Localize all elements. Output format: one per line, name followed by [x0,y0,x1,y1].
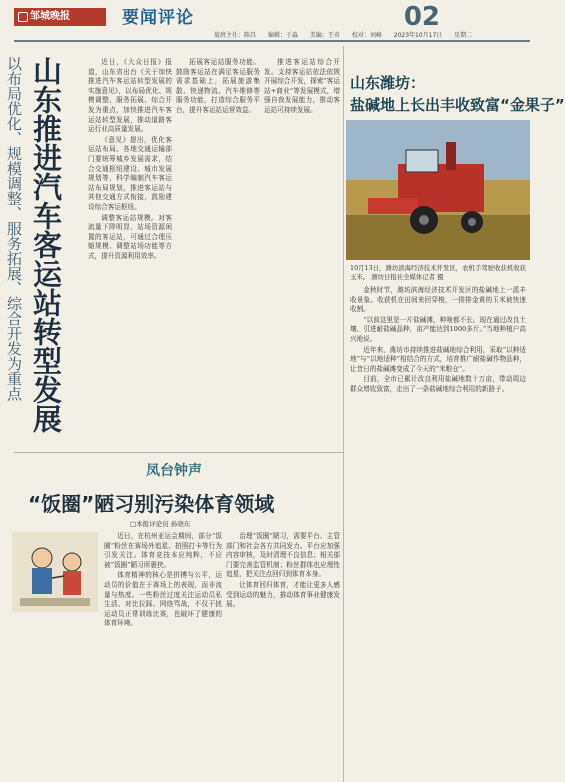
right-article-body [350,286,526,778]
page-number: 02 [403,2,440,32]
column-divider [343,46,344,782]
lead-paragraph: 调整客运站规模。对客流量下降明显、站场资源闲置的客运站，可通过合理压缩规模、调整站场功能等方式，提升资源利用效率。 [88,213,172,260]
right-article-subtitle: 盐碱地上长出丰收致富“金果子” [350,96,565,114]
meta-duty-editor: 值班主任：陈昌 [214,32,257,39]
lead-column-3 [264,58,340,448]
newspaper-icon [18,12,28,22]
harvest-photo [346,120,530,260]
commentary-paragraph: 近日，在杭州亚运会期间，部分“饭圈”粉丝在赛场外追星、拍照打卡等行为引发关注。体育竞技本应纯粹，不应被“饭圈”陋习所裹挟。 [104,532,222,569]
commentary-column-1 [104,532,222,778]
commentary-byline: □本报评论员 孙晓东 [130,520,191,528]
lead-column-1 [88,58,172,448]
commentary-title: “饭圈”陋习别污染体育领域 [28,492,275,516]
right-article-title: 山东潍坊： [350,74,426,92]
commentary-paragraph: 体育精神的核心是拼搏与公平，运动员的价值在于赛场上的表现，而非流量与热度。一些粉丝过度关注运动员私生活、对比拉踩、网络骂战，不仅干扰运动员正常训练比赛，也破坏了健康的体育环境。 [104,571,222,628]
column-label [146,460,202,480]
meta-editor: 编辑：于淼 [267,32,298,39]
commentary-paragraph: 治理“饭圈”陋习，需要平台、主管部门和社会各方共同发力。平台应加强内容审核，及时清理不良信息；相关部门要完善监管机制；粉丝群体也应理性追星，把关注点回归到体育本身。 [226,532,340,579]
commentary-illustration [12,532,98,612]
section-divider [14,452,343,453]
right-paragraph: 金秋时节，潍坊滨海经济技术开发区的盐碱地上一派丰收景象。收获机在田间来回穿梭，一排排金黄的玉米被快速收割。 [350,286,526,314]
section-title: 要闻评论 [122,8,194,28]
lead-paragraph: 近日，《大众日报》报道，山东省出台《关于加快推进汽车客运站转型发展的实施意见》，以布局优化、规模调整、服务拓展、综合开发为重点，加快推进汽车客运站转型发展，推动道路客运行业高质量发展。 [88,58,172,134]
header-meta [214,30,530,39]
page-header [0,0,530,46]
lead-paragraph: 《意见》提出，优化客运站布局。各地交通运输部门要统筹城乡发展需求，结合交通枢纽建设、城市发展规划等，科学编制汽车客运站布局规划，推进客运站与其他交通方式衔接，鼓励建设综合客运枢纽。 [88,135,172,211]
harvester-illustration [346,120,530,260]
meta-proofreader: 校对：刘峰 [351,32,382,39]
brand-name: 邹城晚报 [30,11,70,22]
meta-designer: 美编：王奇 [309,32,340,39]
header-rule [14,40,530,42]
brand-logo [14,8,106,26]
column-label-text: 凤台钟声 [146,463,202,479]
commentary-paragraph: 让体育回归体育，才能让更多人感受到运动的魅力，推动体育事业健康发展。 [226,580,340,609]
lead-paragraph: 拓展客运站服务功能。鼓励客运站在满足客运服务需求基础上，拓展旅游集散、快递物流、汽车维修等服务功能，打造综合服务平台，提升客运站运营效益。 [176,58,260,114]
photo-caption: 10月13日，潍坊滨海经济技术开发区，农机手驾驶收获机收获玉米。 潍坊日报社全媒体记者 摄 [350,264,527,281]
lead-column-2 [176,58,260,448]
right-paragraph: 近年来，潍坊市持续推进盐碱地综合利用，采取“以种适地”与“以地适种”相结合的方式，培育推广耐盐碱作物品种，让昔日的盐碱滩变成了今天的“米粮仓”。 [350,345,526,373]
lead-paragraph: 推进客运站综合开发。支持客运站依法依规开展综合开发，探索“客运站+商业”等发展模式，增强自我发展能力，推动客运站可持续发展。 [264,58,340,114]
right-paragraph: “以前这里是一片盐碱滩，种啥都不长。现在通过改良土壤、引进耐盐碱品种，亩产能达到1000多斤。”当地种植户高兴地说。 [350,315,526,343]
cartoon-icon [12,532,98,612]
issue-date: 2023年10月17日 [393,32,443,39]
lead-headline: 山东推进汽车客运站转型发展 [29,56,63,433]
commentary-column-2 [226,532,340,778]
issue-weekday: 星期二 [454,32,473,39]
lead-subhead: 以布局优化、规模调整、服务拓展、综合开发为重点 [5,56,23,401]
right-paragraph: 目前，全市已累计改良利用盐碱地数十万亩，带动周边群众增收致富，走出了一条盐碱地综合利用的新路子。 [350,375,526,393]
